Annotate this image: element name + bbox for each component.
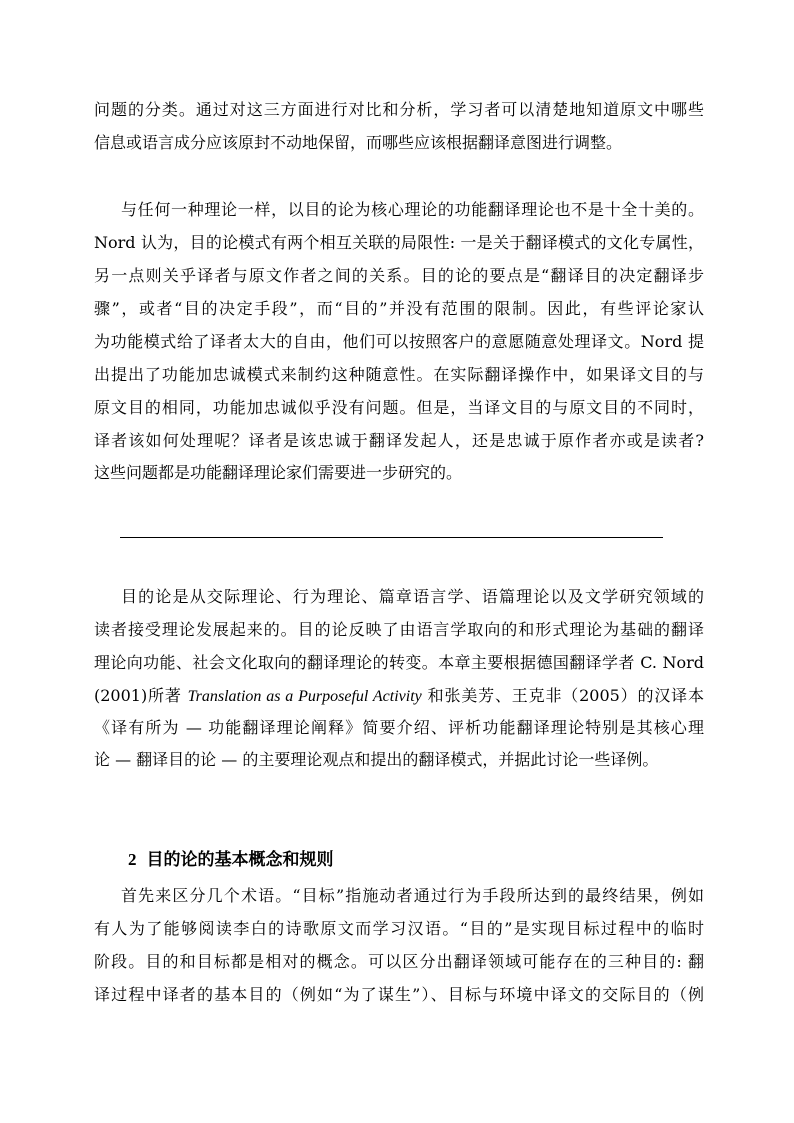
paragraph3-line: 读者接受理论发展起来的。目的论反映了由语言学取向的和形式理论为基础的翻译 — [94, 620, 704, 639]
paragraph2-line: 另一点则关乎译者与原文作者之间的关系。目的论的要点是“翻译目的决定翻译步 — [94, 266, 704, 285]
book-title: Translation as a Purposeful Activity — [187, 688, 422, 705]
paragraph2-line: 译者该如何处理呢？译者是该忠诚于翻译发起人，还是忠诚于原作者亦或是读者? — [94, 431, 704, 450]
paragraph1-line: 信息或语言成分应该原封不动地保留，而哪些应该根据翻译意图进行调整。 — [94, 133, 623, 152]
paragraph3-line: 论 — 翻译目的论 — 的主要理论观点和提出的翻译模式，并据此讨论一些译例。 — [94, 750, 659, 769]
paragraph4-line: 阶段。目的和目标都是相对的概念。可以区分出翻译领域可能存在的三种目的: 翻 — [94, 952, 704, 971]
paragraph4-line: 有人为了能够阅读李白的诗歌原文而学习汉语。“目的”是实现目标过程中的临时 — [94, 919, 704, 938]
citation-tail: 和张美芳、王克非（2005）的汉译本 — [421, 686, 704, 705]
paragraph2-line: 骤”，或者“目的决定手段”，而“目的”并没有范围的限制。因此，有些评论家认 — [94, 299, 704, 318]
paragraph4-line: 首先来区分几个术语。“目标”指施动者通过行为手段所达到的最终结果，例如 — [121, 886, 704, 905]
section-heading — [128, 849, 334, 871]
section-number: 2 — [128, 850, 137, 869]
paragraph2-line: 这些问题都是功能翻译理论家们需要进一步研究的。 — [94, 463, 463, 482]
paragraph3-line-with-citation — [94, 686, 704, 707]
paragraph2-line: Nord 认为，目的论模式有两个相互关联的局限性: 一是关于翻译模式的文化专属性， — [94, 233, 704, 252]
citation-year: (2001)所著 — [94, 686, 188, 705]
paragraph2-line: 与任何一种理论一样，以目的论为核心理论的功能翻译理论也不是十全十美的。 — [121, 200, 704, 219]
horizontal-divider — [120, 537, 663, 538]
paragraph2-line: 原文目的相同，功能加忠诚似乎没有问题。但是，当译文目的与原文目的不同时， — [94, 398, 704, 417]
paragraph3-line: 理论向功能、社会文化取向的翻译理论的转变。本章主要根据德国翻译学者 C. Nord — [94, 653, 704, 672]
paragraph1-line: 问题的分类。通过对这三方面进行对比和分析，学习者可以清楚地知道原文中哪些 — [94, 100, 704, 119]
paragraph3-line: 目的论是从交际理论、行为理论、篇章语言学、语篇理论以及文学研究领域的 — [121, 587, 704, 606]
section-title: 目的论的基本概念和规则 — [146, 850, 334, 870]
paragraph4-line: 译过程中译者的基本目的（例如“为了谋生”）、目标与环境中译文的交际目的（例 — [94, 985, 704, 1004]
paragraph3-line: 《译有所为 — 功能翻译理论阐释》简要介绍、评析功能翻译理论特别是其核心理 — [94, 718, 704, 737]
paragraph2-line: 出提出了功能加忠诚模式来制约这种随意性。在实际翻译操作中，如果译文目的与 — [94, 365, 704, 384]
paragraph2-line: 为功能模式给了译者太大的自由，他们可以按照客户的意愿随意处理译文。Nord 提 — [94, 332, 704, 351]
